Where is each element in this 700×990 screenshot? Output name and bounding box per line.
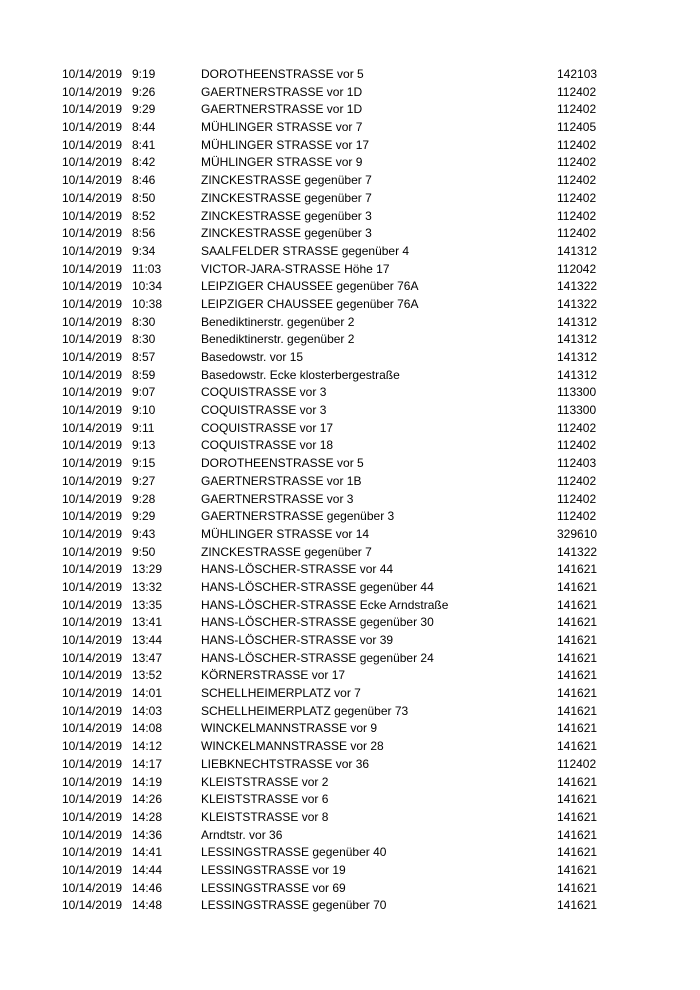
list-item [0,544,700,562]
time-cell: 9:29 [132,509,156,524]
date-cell: 10/14/2019 [62,84,123,99]
list-item [0,349,700,367]
code-cell: 141322 [557,279,598,294]
location-cell: COQUISTRASSE vor 3 [201,385,327,400]
time-cell: 8:44 [132,120,156,135]
list-item [0,473,700,491]
date-cell: 10/14/2019 [62,367,123,382]
date-cell: 10/14/2019 [62,403,123,418]
code-cell: 112402 [557,84,597,99]
time-cell: 9:50 [132,544,156,559]
time-cell: 13:29 [132,562,163,577]
time-cell: 10:38 [132,296,163,311]
location-cell: ZINCKESTRASSE gegenüber 7 [201,544,372,559]
list-item [0,844,700,862]
code-cell: 112402 [557,208,597,223]
code-cell: 113300 [557,403,597,418]
time-cell: 9:34 [132,243,156,258]
date-cell: 10/14/2019 [62,120,123,135]
code-cell: 141312 [557,350,598,364]
code-cell: 112405 [557,120,597,135]
time-cell: 13:35 [132,597,163,612]
time-cell: 13:41 [132,615,163,630]
list-item [0,774,700,792]
list-item [0,561,700,579]
location-cell: HANS-LÖSCHER-STRASSE vor 44 [201,562,394,577]
date-cell: 10/14/2019 [62,137,123,152]
date-cell: 10/14/2019 [62,102,123,117]
code-cell: 141621 [557,827,598,842]
date-cell: 10/14/2019 [62,862,123,877]
code-cell: 112402 [557,420,597,435]
time-cell: 8:57 [132,350,156,364]
date-cell: 10/14/2019 [62,898,123,913]
location-cell: MÜHLINGER STRASSE vor 17 [201,137,370,152]
location-cell: LESSINGSTRASSE vor 19 [201,862,346,877]
location-cell: ZINCKESTRASSE gegenüber 3 [201,226,372,241]
location-cell: WINCKELMANNSTRASSE vor 9 [201,721,378,736]
date-cell: 10/14/2019 [62,845,123,860]
time-cell: 9:11 [132,420,155,435]
time-cell: 14:01 [132,686,163,701]
list-item [0,66,700,84]
date-cell: 10/14/2019 [62,473,123,488]
date-cell: 10/14/2019 [62,827,123,842]
code-cell: 112402 [557,137,597,152]
code-cell: 112402 [557,102,597,117]
location-cell: MÜHLINGER STRASSE vor 9 [201,155,363,170]
code-cell: 141621 [557,633,598,647]
code-cell: 141322 [557,544,598,559]
list-item [0,667,700,685]
date-cell: 10/14/2019 [62,756,123,771]
time-cell: 13:52 [132,668,163,683]
location-cell: LEIPZIGER CHAUSSEE gegenüber 76A [201,279,419,294]
location-cell: VICTOR-JARA-STRASSE Höhe 17 [201,261,390,276]
list-item [0,685,700,703]
location-cell: WINCKELMANNSTRASSE vor 28 [201,739,384,754]
location-cell: DOROTHEENSTRASSE vor 5 [201,456,364,471]
code-cell: 141621 [557,721,598,736]
list-item [0,809,700,827]
date-cell: 10/14/2019 [62,491,123,506]
time-cell: 8:50 [132,190,156,205]
location-cell: LESSINGSTRASSE vor 69 [201,880,346,895]
date-cell: 10/14/2019 [62,509,123,524]
time-cell: 14:44 [132,862,163,877]
date-cell: 10/14/2019 [62,774,123,789]
list-item [0,455,700,473]
time-cell: 13:47 [132,650,163,665]
code-cell: 141621 [557,686,598,701]
location-cell: MÜHLINGER STRASSE vor 7 [201,120,363,135]
date-cell: 10/14/2019 [62,279,123,294]
date-cell: 10/14/2019 [62,809,123,824]
list-item [0,597,700,615]
list-item [0,632,700,650]
code-cell: 141621 [557,898,598,913]
code-cell: 141621 [557,668,598,683]
location-cell: GAERTNERSTRASSE vor 1B [201,473,362,488]
location-cell: COQUISTRASSE vor 17 [201,420,334,435]
date-cell: 10/14/2019 [62,350,123,364]
time-cell: 9:29 [132,102,156,117]
date-cell: 10/14/2019 [62,579,123,594]
time-cell: 8:52 [132,208,156,223]
code-cell: 112402 [557,155,597,170]
code-cell: 112402 [557,438,597,453]
time-cell: 8:42 [132,155,156,170]
location-cell: Basedowstr. Ecke klosterbergestraße [201,367,400,382]
list-item [0,261,700,279]
date-cell: 10/14/2019 [62,173,123,188]
location-cell: Benediktinerstr. gegenüber 2 [201,314,355,329]
date-cell: 10/14/2019 [62,562,123,577]
time-cell: 14:19 [132,774,163,789]
location-cell: HANS-LÖSCHER-STRASSE gegenüber 30 [201,615,434,630]
date-cell: 10/14/2019 [62,739,123,754]
list-item [0,579,700,597]
list-item [0,154,700,172]
list-item [0,862,700,880]
list-item [0,296,700,314]
location-cell: KLEISTSTRASSE vor 6 [201,792,329,807]
code-cell: 113300 [557,385,597,400]
location-cell: LEIPZIGER CHAUSSEE gegenüber 76A [201,296,419,311]
date-cell: 10/14/2019 [62,243,123,258]
list-item [0,119,700,137]
time-cell: 8:41 [132,137,156,152]
date-cell: 10/14/2019 [62,67,123,81]
list-item [0,437,700,455]
code-cell: 141621 [557,562,598,577]
list-item [0,756,700,774]
location-cell: Arndtstr. vor 36 [201,827,283,842]
time-cell: 10:34 [132,279,163,294]
time-cell: 14:36 [132,827,163,842]
code-cell: 329610 [557,526,598,541]
location-cell: LESSINGSTRASSE gegenüber 40 [201,845,387,860]
list-item [0,208,700,226]
location-cell: KLEISTSTRASSE vor 8 [201,809,329,824]
list-item [0,172,700,190]
time-cell: 9:28 [132,491,156,506]
list-item [0,491,700,509]
time-cell: 8:46 [132,173,156,188]
location-cell: LESSINGSTRASSE gegenüber 70 [201,898,387,913]
code-cell: 141312 [557,314,598,329]
list-item [0,314,700,332]
location-cell: GAERTNERSTRASSE vor 3 [201,491,354,506]
location-cell: SAALFELDER STRASSE gegenüber 4 [201,243,410,258]
code-cell: 112402 [557,226,597,241]
list-item [0,402,700,420]
location-cell: COQUISTRASSE vor 3 [201,403,327,418]
location-cell: HANS-LÖSCHER-STRASSE Ecke Arndstraße [201,597,449,612]
date-cell: 10/14/2019 [62,792,123,807]
time-cell: 14:28 [132,809,163,824]
code-cell: 112402 [557,190,597,205]
code-cell: 112402 [557,173,597,188]
code-cell: 141621 [557,809,598,824]
date-cell: 10/14/2019 [62,226,123,241]
time-cell: 14:12 [132,739,163,754]
code-cell: 141621 [557,845,598,860]
list-item [0,137,700,155]
code-cell: 141312 [557,367,598,382]
location-cell: HANS-LÖSCHER-STRASSE vor 39 [201,633,394,647]
code-cell: 112403 [557,456,597,471]
time-cell: 14:26 [132,792,163,807]
list-item [0,650,700,668]
date-cell: 10/14/2019 [62,155,123,170]
time-cell: 8:30 [132,314,156,329]
location-cell: Benediktinerstr. gegenüber 2 [201,332,355,347]
list-item [0,880,700,898]
date-cell: 10/14/2019 [62,526,123,541]
location-cell: GAERTNERSTRASSE vor 1D [201,102,363,117]
time-cell: 8:59 [132,367,156,382]
list-item [0,827,700,845]
location-cell: DOROTHEENSTRASSE vor 5 [201,67,364,81]
list-item [0,791,700,809]
time-cell: 14:08 [132,721,163,736]
date-cell: 10/14/2019 [62,650,123,665]
list-item [0,84,700,102]
location-cell: SCHELLHEIMERPLATZ gegenüber 73 [201,703,409,718]
list-item [0,331,700,349]
location-cell: HANS-LÖSCHER-STRASSE gegenüber 44 [201,579,434,594]
time-cell: 14:41 [132,845,163,860]
code-cell: 112402 [557,491,597,506]
list-item [0,738,700,756]
location-cell: ZINCKESTRASSE gegenüber 7 [201,190,372,205]
date-cell: 10/14/2019 [62,703,123,718]
location-cell: KÖRNERSTRASSE vor 17 [201,668,346,683]
list-item [0,225,700,243]
location-cell: ZINCKESTRASSE gegenüber 3 [201,208,372,223]
date-cell: 10/14/2019 [62,668,123,683]
code-cell: 141621 [557,615,598,630]
code-cell: 141621 [557,703,598,718]
code-cell: 141621 [557,792,598,807]
location-cell: KLEISTSTRASSE vor 2 [201,774,329,789]
code-cell: 141621 [557,597,598,612]
date-cell: 10/14/2019 [62,615,123,630]
time-cell: 14:03 [132,703,163,718]
time-cell: 9:19 [132,67,156,81]
time-cell: 8:56 [132,226,156,241]
time-cell: 8:30 [132,332,156,347]
code-cell: 141621 [557,579,598,594]
location-cell: LIEBKNECHTSTRASSE vor 36 [201,756,370,771]
list-item [0,190,700,208]
time-cell: 14:17 [132,756,163,771]
time-cell: 13:32 [132,579,163,594]
date-cell: 10/14/2019 [62,686,123,701]
time-cell: 9:26 [132,84,156,99]
list-item [0,526,700,544]
time-cell: 9:27 [132,473,156,488]
time-cell: 11:03 [132,261,162,276]
code-cell: 112402 [557,509,597,524]
code-cell: 141621 [557,650,598,665]
code-cell: 141621 [557,774,598,789]
list-item [0,720,700,738]
date-cell: 10/14/2019 [62,314,123,329]
date-cell: 10/14/2019 [62,296,123,311]
location-cell: GAERTNERSTRASSE vor 1D [201,84,363,99]
date-cell: 10/14/2019 [62,633,123,647]
code-cell: 112042 [557,261,597,276]
location-cell: Basedowstr. vor 15 [201,350,304,364]
code-cell: 142103 [557,67,598,81]
time-cell: 9:43 [132,526,156,541]
date-cell: 10/14/2019 [62,332,123,347]
time-cell: 9:15 [132,456,156,471]
date-cell: 10/14/2019 [62,420,123,435]
list-item [0,101,700,119]
code-cell: 141312 [557,332,598,347]
list-item [0,384,700,402]
location-cell: SCHELLHEIMERPLATZ vor 7 [201,686,361,701]
code-cell: 112402 [557,473,597,488]
code-cell: 141621 [557,880,598,895]
list-item [0,420,700,438]
time-cell: 9:07 [132,385,156,400]
list-item [0,614,700,632]
list-item [0,508,700,526]
list-item [0,243,700,261]
location-cell: GAERTNERSTRASSE gegenüber 3 [201,509,395,524]
date-cell: 10/14/2019 [62,544,123,559]
list-item [0,367,700,385]
time-cell: 14:46 [132,880,163,895]
date-cell: 10/14/2019 [62,456,123,471]
time-cell: 9:13 [132,438,156,453]
location-cell: HANS-LÖSCHER-STRASSE gegenüber 24 [201,650,434,665]
time-cell: 9:10 [132,403,156,418]
date-cell: 10/14/2019 [62,208,123,223]
list-item [0,278,700,296]
location-cell: MÜHLINGER STRASSE vor 14 [201,526,370,541]
record-list [0,66,700,915]
list-item [0,703,700,721]
date-cell: 10/14/2019 [62,880,123,895]
location-cell: COQUISTRASSE vor 18 [201,438,334,453]
date-cell: 10/14/2019 [62,438,123,453]
date-cell: 10/14/2019 [62,597,123,612]
code-cell: 141621 [557,862,598,877]
time-cell: 13:44 [132,633,163,647]
date-cell: 10/14/2019 [62,261,123,276]
location-cell: ZINCKESTRASSE gegenüber 7 [201,173,372,188]
code-cell: 141621 [557,739,598,754]
date-cell: 10/14/2019 [62,721,123,736]
date-cell: 10/14/2019 [62,190,123,205]
list-item [0,897,700,915]
code-cell: 141312 [557,243,598,258]
date-cell: 10/14/2019 [62,385,123,400]
code-cell: 141322 [557,296,598,311]
code-cell: 112402 [557,756,597,771]
time-cell: 14:48 [132,898,163,913]
